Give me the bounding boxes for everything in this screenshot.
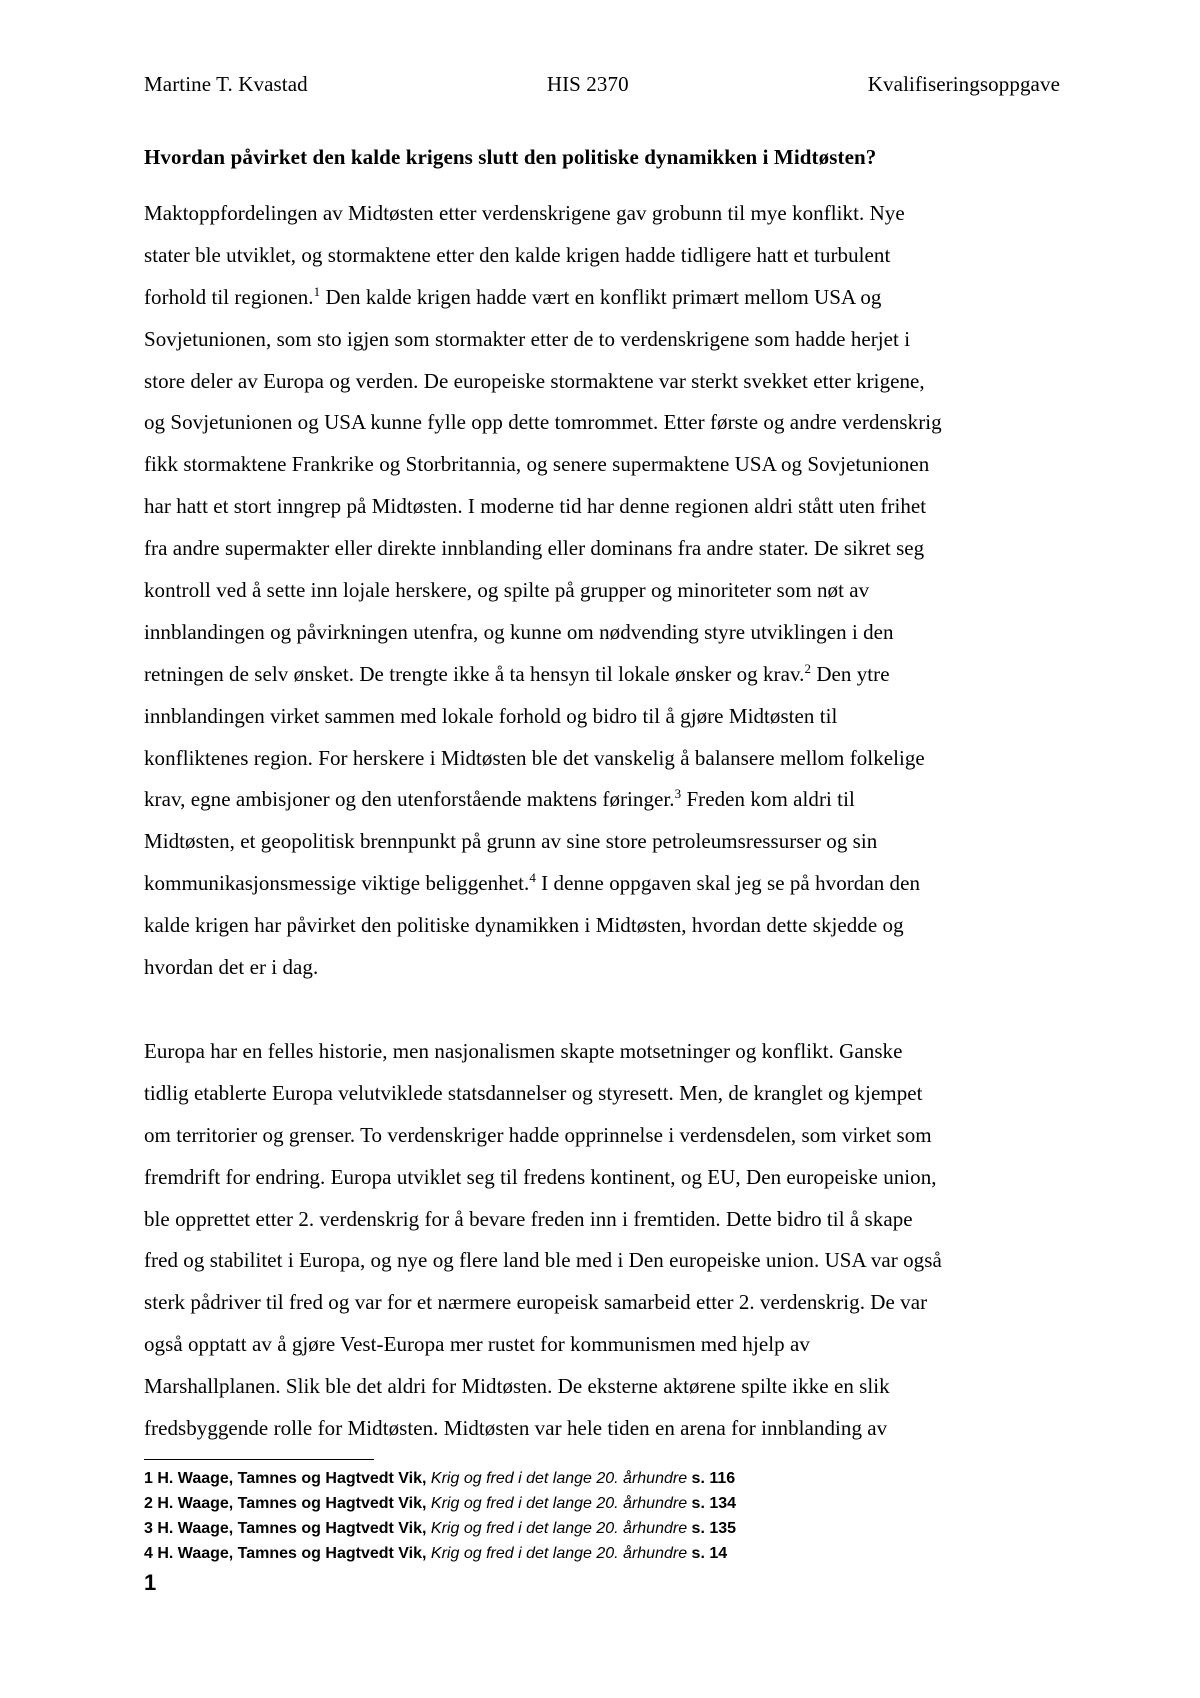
text-line: fra andre supermakter eller direkte innblanding eller dominans fra andre stater. De sikret seg [144, 536, 925, 561]
footnote-2: 2 H. Waage, Tamnes og Hagtvedt Vik, Krig og fred i det lange 20. århundre s. 134 [144, 1495, 737, 1512]
text-line: retningen de selv ønsket. De trengte ikke å ta hensyn til lokale ønsker og krav.$^2$ Den ytre [144, 660, 890, 686]
text-line: kontroll ved å sette inn lojale herskere, og spilte på grupper og minoriteter som nøt av [144, 578, 870, 603]
text-line: Europa har en felles historie, men nasjonalismen skapte motsetninger og konflikt. Ganske [144, 1039, 903, 1063]
text-line: fikk stormaktene Frankrike og Storbritannia, og senere supermaktene USA og Sovjetunionen [144, 452, 930, 477]
page-header [144, 72, 1060, 102]
text-line: tidlig etablerte Europa velutviklede statsdannelser og styresett. Men, de kranglet og kjempet [144, 1080, 923, 1105]
footnote-3: 3 H. Waage, Tamnes og Hagtvedt Vik, Krig og fred i det lange 20. århundre s. 135 [144, 1520, 737, 1537]
header-assignment: Kvalifiseringsoppgave [867, 72, 1060, 96]
text-line: hvordan det er i dag. [144, 955, 319, 980]
text-line: Marshallplanen. Slik ble det aldri for Midtøsten. De eksterne aktørene spilte ikke en slik [144, 1374, 890, 1399]
text-line: fredsbyggende rolle for Midtøsten. Midtøsten var hele tiden en arena for innblanding av [144, 1416, 888, 1441]
document-title: Hvordan påvirket den kalde krigens slutt den politiske dynamikken i Midtøsten? [144, 145, 877, 169]
text-line: Midtøsten, et geopolitisk brennpunkt på grunn av sine store petroleumsressurser og sin [144, 829, 878, 854]
text-line: kalde krigen har påvirket den politiske dynamikken i Midtøsten, hvordan dette skjedde og [144, 913, 904, 938]
text-line: Sovjetunionen, som sto igjen som stormakter etter de to verdenskrigene som hadde herjet i [144, 326, 911, 351]
text-line: innblandingen virket sammen med lokale forhold og bidro til å gjøre Midtøsten til [144, 703, 838, 728]
text-line: sterk pådriver til fred og var for et nærmere europeisk samarbeid etter 2. verdenskrig. De var [144, 1290, 928, 1315]
text-line: har hatt et stort inngrep på Midtøsten. I moderne tid har denne regionen aldri stått uten frihet [144, 494, 927, 519]
paragraph-2 [144, 1031, 1084, 1450]
text-line: og Sovjetunionen og USA kunne fylle opp dette tomrommet. Etter første og andre verdenskrig [144, 410, 942, 435]
text-line: innblandingen og påvirkningen utenfra, og kunne om nødvending styre utviklingen i den [144, 619, 894, 644]
footnote-4: 4 H. Waage, Tamnes og Hagtvedt Vik, Krig og fred i det lange 20. århundre s. 14 [144, 1545, 728, 1562]
text-line: også opptatt av å gjøre Vest-Europa mer rustet for kommunismen med hjelp av [144, 1332, 810, 1357]
footnote-ref[interactable]: 1 [313, 283, 321, 299]
paragraph-1 [144, 193, 1084, 989]
text-line: stater ble utviklet, og stormaktene etter den kalde krigen hadde tidligere hatt et turbulent [144, 242, 891, 267]
text-line: om territorier og grenser. To verdenskriger hadde opprinnelse i verdensdelen, som virket som [144, 1122, 932, 1147]
footnote-ref[interactable]: 3 [674, 786, 682, 802]
text-line: konfliktenes region. For herskere i Midtøsten ble det vanskelig å balansere mellom folkelige [144, 745, 925, 770]
footnote-ref[interactable]: 4 [529, 870, 536, 886]
header-author: Martine T. Kvastad [144, 72, 308, 96]
text-line: fremdrift for endring. Europa utviklet seg til fredens kontinent, og EU, Den europeiske union, [144, 1164, 937, 1189]
footnote-ref[interactable]: 2 [804, 660, 812, 676]
text-line: krav, egne ambisjoner og den utenforstående maktens føringer.$^3$ Freden kom aldri til [144, 786, 855, 812]
page-number: 1 [144, 1570, 157, 1595]
text-line: Maktoppfordelingen av Midtøsten etter verdenskrigene gav grobunn til mye konflikt. Nye [144, 201, 905, 225]
text-line: fred og stabilitet i Europa, og nye og flere land ble med i Den europeiske union. USA var også [144, 1248, 942, 1273]
text-line: ble opprettet etter 2. verdenskrig for å bevare freden inn i fremtiden. Dette bidro til å skape [144, 1206, 913, 1231]
footnote-separator [144, 1459, 374, 1460]
header-course: HIS 2370 [546, 72, 629, 96]
text-line: kommunikasjonsmessige viktige beliggenhet.$^4$ I denne oppgaven skal jeg se på hvordan den [144, 870, 921, 896]
text-line: forhold til regionen.$^1$ Den kalde krigen hadde vært en konflikt primært mellom USA og [144, 283, 882, 309]
footnote-1: 1 H. Waage, Tamnes og Hagtvedt Vik, Krig og fred i det lange 20. århundre s. 116 [144, 1470, 736, 1487]
footnotes [144, 1466, 1044, 1566]
text-line: store deler av Europa og verden. De europeiske stormaktene var sterkt svekket etter krigene, [144, 368, 925, 393]
